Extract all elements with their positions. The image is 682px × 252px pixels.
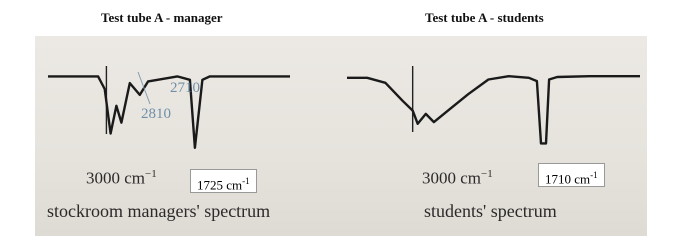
carbonyl-label-box-students <box>538 163 605 187</box>
spectrum-trace <box>347 76 640 143</box>
wavenumber-label-students <box>422 168 493 189</box>
carbonyl-text: 1710 cm <box>545 171 591 187</box>
peak-label-2710: 2710 <box>170 80 200 96</box>
carbonyl-exponent: -1 <box>590 170 598 180</box>
chart-title-manager: Test tube A - manager <box>101 10 223 25</box>
wavenumber-exponent: −1 <box>481 168 493 180</box>
peak-label-2810: 2810 <box>141 106 171 122</box>
caption-manager: stockroom managers' spectrum <box>47 201 271 221</box>
caption-students: students' spectrum <box>424 201 557 221</box>
carbonyl-exponent: -1 <box>242 176 250 186</box>
wavenumber-text: 3000 cm <box>422 168 482 188</box>
chart-title-students: Test tube A - students <box>425 10 544 25</box>
wavenumber-text: 3000 cm <box>86 168 146 188</box>
wavenumber-exponent: −1 <box>145 168 157 180</box>
carbonyl-text: 1725 cm <box>197 177 243 193</box>
